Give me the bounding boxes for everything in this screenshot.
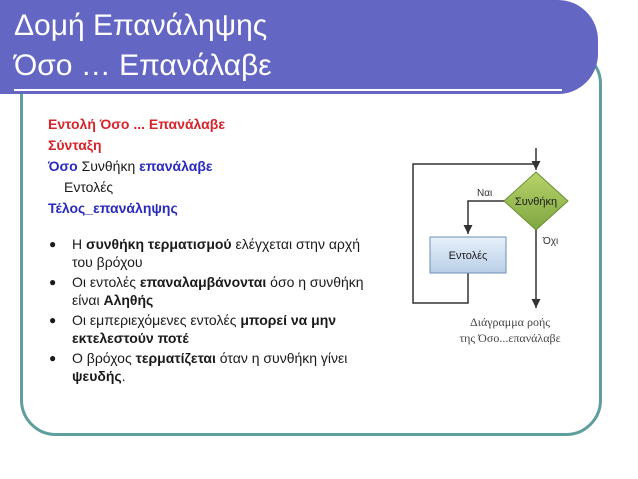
bullet-bold: τερματίζεται [135,350,216,366]
syntax-line-oso [48,156,378,177]
title-line-2: Όσο … Επανάλαβε [14,49,272,82]
keyword-oso: Όσο [48,158,78,174]
bullet-text: Η [72,236,86,252]
bullet-text: ελέγχεται στην αρχή του βρόχου [72,236,361,270]
yes-label: Ναι [477,188,493,199]
bullet-text: όσο η συνθήκη είναι [72,274,364,308]
bullet-item [48,273,378,309]
decision-label: Συνθήκη [514,196,558,208]
no-label: Όχι [543,236,559,247]
syntax-heading: Εντολή Όσο ... Επανάλαβε [48,116,225,132]
bullet-text: Ο βρόχος [72,350,136,366]
bullet-text: Οι εντολές [72,274,140,290]
slide-content [48,114,378,387]
bullet-item [48,235,378,271]
flowchart-caption [440,314,580,346]
caption-line-1: Διάγραμμα ροής [470,315,550,329]
bullet-text: . [121,368,126,384]
bullet-list [48,235,378,385]
bullet-text: Οι εμπεριεχόμενες εντολές [72,312,241,328]
bullet-item [48,311,378,347]
bullet-icon: ● [49,313,57,327]
bullet-icon: ● [49,275,57,289]
bullet-bold: επαναλαμβάνονται [139,274,267,290]
flow-yes-arrow [468,201,504,234]
bullet-text: όταν η συνθήκη γίνει [215,350,348,366]
bullet-bold: μπορεί να μην εκτελεστούν ποτέ [72,312,337,346]
title-banner [0,0,598,94]
bullet-bold: Αληθής [103,292,154,308]
bullet-icon: ● [49,351,57,365]
syntax-end: Τέλος_επανάληψης [48,200,178,216]
bullet-bold: ψευδής [72,368,122,384]
bullet-icon: ● [49,237,57,251]
title-underline [14,89,562,91]
syntax-commands: Εντολές [64,179,114,195]
keyword-epanalave: επανάλαβε [139,158,213,174]
bullet-bold: συνθήκη τερματισμού [86,236,232,252]
bullet-item [48,349,378,385]
keyword-condition: Συνθήκη [77,158,140,174]
slide-title [14,6,272,86]
caption-line-2: της Όσο...επανάλαβε [459,331,561,345]
title-line-1: Δομή Επανάληψης [14,9,268,42]
syntax-label: Σύνταξη [48,137,102,153]
flow-loop-line [413,164,536,303]
process-label: Εντολές [448,250,488,262]
